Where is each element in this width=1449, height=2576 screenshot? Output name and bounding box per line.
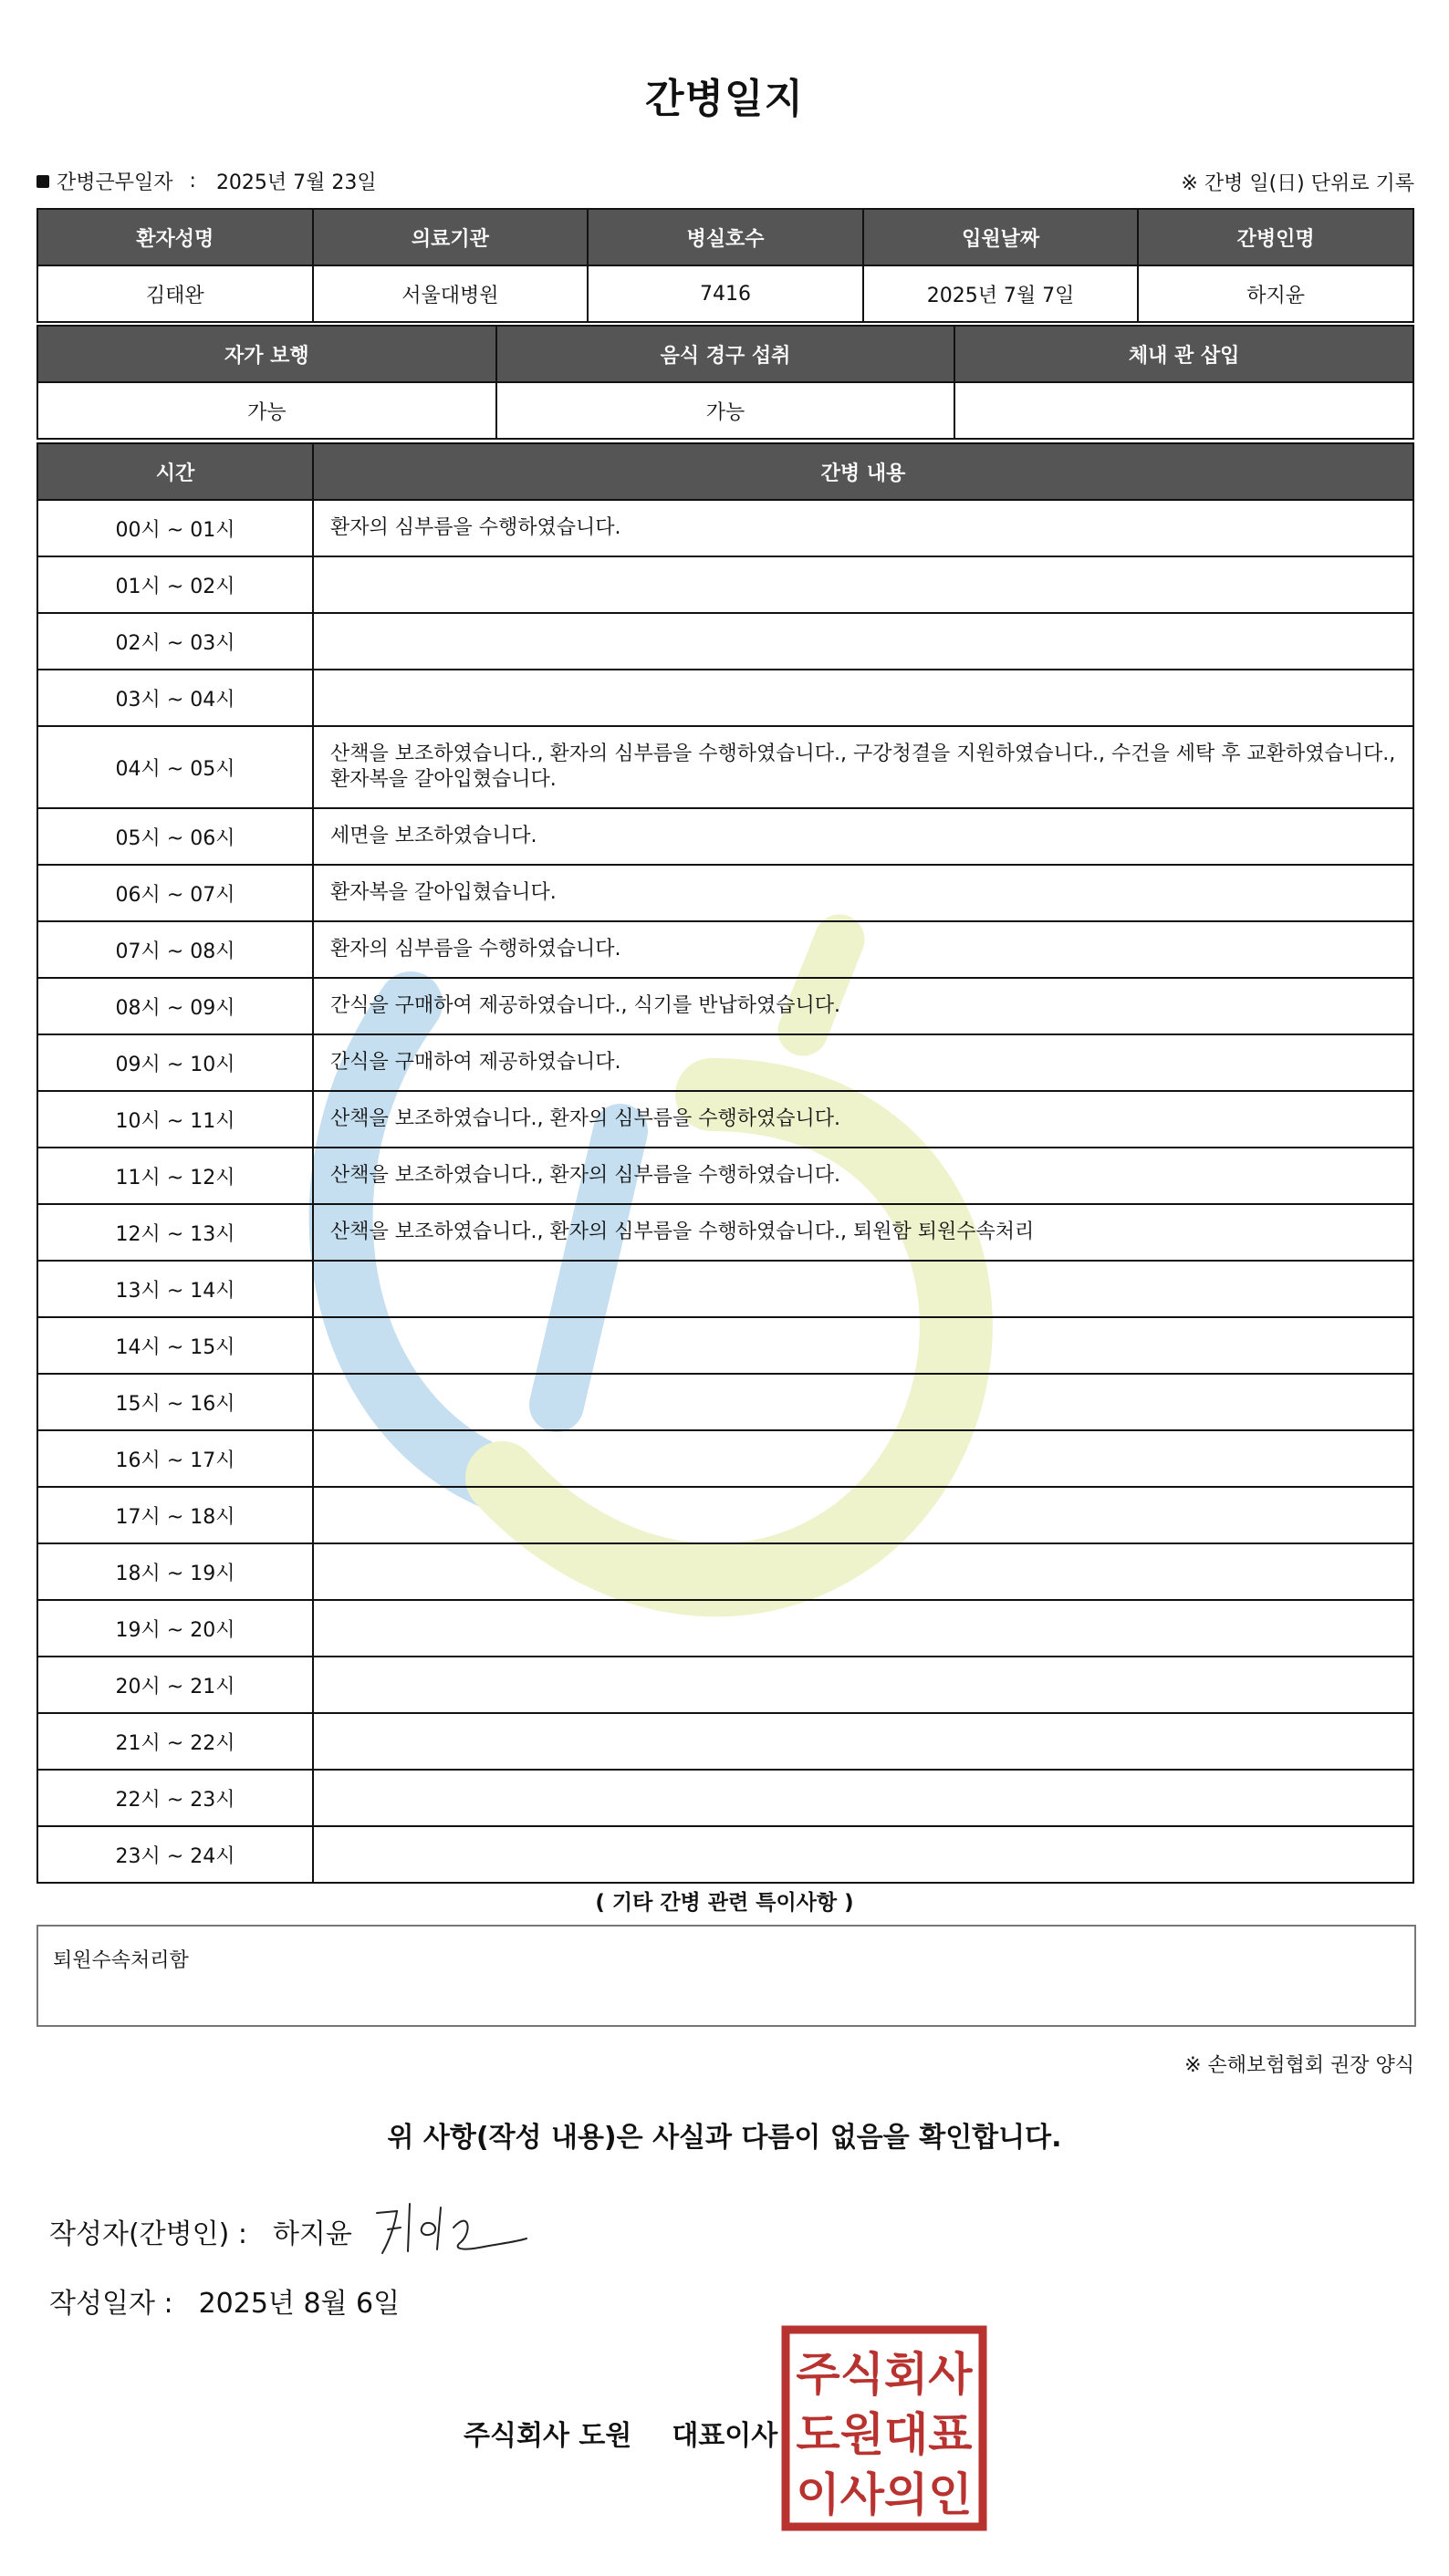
writer-name: 하지윤 [272,2218,352,2250]
admission-date: 2025년 7월 7일 [863,265,1139,322]
header-tube-insertion: 체내 관 삽입 [954,326,1413,382]
care-log-content: 환자의 심부름을 수행하였습니다. [313,921,1413,978]
care-log-row [37,1204,1413,1261]
self-walking-value: 가능 [37,382,496,439]
care-log-time: 09시 ~ 10시 [37,1034,313,1091]
care-log-time: 13시 ~ 14시 [37,1261,313,1317]
header-admission-date: 입원날짜 [863,209,1139,265]
company-line [464,2413,777,2453]
care-log-row [37,1826,1413,1883]
special-notes-box [36,1925,1416,2027]
care-log-row [37,1487,1413,1543]
care-log-row [37,1430,1413,1487]
care-log-time: 00시 ~ 01시 [37,500,313,556]
care-log-header-row [37,443,1413,500]
write-date-line [49,2280,400,2321]
write-date-label: 작성일자 : [49,2288,173,2320]
care-log-content [313,1713,1413,1770]
care-log-content [313,1770,1413,1826]
care-log-content: 간식을 구매하여 제공하였습니다., 식기를 반납하였습니다. [313,978,1413,1034]
header-caregiver-name: 간병인명 [1138,209,1413,265]
care-log-time: 17시 ~ 18시 [37,1487,313,1543]
company-name: 주식회사 도원 [464,2420,632,2452]
care-log-time: 08시 ~ 09시 [37,978,313,1034]
care-log-content: 세면을 보조하였습니다. [313,808,1413,865]
care-log-row [37,1770,1413,1826]
care-log-row [37,500,1413,556]
care-log-time: 03시 ~ 04시 [37,670,313,726]
special-notes-title: ( 기타 간병 관련 특이사항 ) [595,1891,854,1915]
header-hospital: 의료기관 [313,209,589,265]
care-log-content [313,1374,1413,1430]
care-log-row [37,726,1413,808]
care-log-content: 환자의 심부름을 수행하였습니다. [313,500,1413,556]
header-room-number: 병실호수 [588,209,863,265]
care-log-row [37,1600,1413,1657]
care-log-row [37,865,1413,921]
care-log-time: 02시 ~ 03시 [37,613,313,670]
care-log-row [37,921,1413,978]
care-log-row [37,1657,1413,1713]
care-log-row [37,1543,1413,1600]
care-log-content [313,613,1413,670]
tube-insertion-value [954,382,1413,439]
care-log-time: 18시 ~ 19시 [37,1543,313,1600]
header-oral-intake: 음식 경구 섭취 [496,326,955,382]
care-log-content: 산책을 보조하였습니다., 환자의 심부름을 수행하였습니다. [313,1148,1413,1204]
header-care-content: 간병 내용 [313,443,1413,500]
care-log-content: 산책을 보조하였습니다., 환자의 심부름을 수행하였습니다., 구강청결을 지원하였습니다., 수건을 세탁 후 교환하였습니다., 환자복을 갈아입혔습니다. [313,726,1413,808]
header-time: 시간 [37,443,313,500]
patient-status-header-row [37,326,1413,382]
representative-title: 대표이사 [672,2420,778,2452]
care-log-time: 20시 ~ 21시 [37,1657,313,1713]
care-log-content [313,1430,1413,1487]
room-number: 7416 [588,265,863,322]
care-log-content [313,1487,1413,1543]
work-date-line [36,167,377,195]
caregiver-name: 하지윤 [1138,265,1413,322]
patient-status-table [36,325,1414,440]
hospital-name: 서울대병원 [313,265,589,322]
header-self-walking: 자가 보행 [37,326,496,382]
oral-intake-value: 가능 [496,382,955,439]
care-log-content [313,1543,1413,1600]
document-title: 간병일지 [644,76,804,122]
care-log-content [313,670,1413,726]
care-log-row [37,1374,1413,1430]
care-log-row [37,670,1413,726]
care-log-content: 간식을 구매하여 제공하였습니다. [313,1034,1413,1091]
care-log-time: 06시 ~ 07시 [37,865,313,921]
patient-name: 김태완 [37,265,313,322]
work-date-label: 간병근무일자 [57,171,173,194]
patient-info-table [36,208,1414,323]
care-log-time: 22시 ~ 23시 [37,1770,313,1826]
care-log-row [37,1317,1413,1374]
care-log-row [37,1713,1413,1770]
seal-text-row-1: 주식회사 [796,2348,973,2401]
care-log-row [37,1148,1413,1204]
care-log-content [313,1317,1413,1374]
care-log-row [37,1034,1413,1091]
care-log-time: 16시 ~ 17시 [37,1430,313,1487]
care-log-content: 산책을 보조하였습니다., 환자의 심부름을 수행하였습니다. [313,1091,1413,1148]
care-log-row [37,1091,1413,1148]
care-log-content [313,1826,1413,1883]
work-date-separator: : [189,170,196,192]
care-log-time: 01시 ~ 02시 [37,556,313,613]
care-log-row [37,978,1413,1034]
seal-text-row-3: 이사의인 [796,2468,973,2521]
care-log-row [37,808,1413,865]
care-log-content [313,1657,1413,1713]
care-log-time: 04시 ~ 05시 [37,726,313,808]
unit-note: ※ 간병 일(日) 단위로 기록 [1181,172,1414,195]
square-bullet-icon [36,175,49,188]
special-notes-text: 퇴원수속처리함 [53,1949,189,1972]
care-log-time: 23시 ~ 24시 [37,1826,313,1883]
patient-status-value-row [37,382,1413,439]
care-log-row [37,1261,1413,1317]
care-log-content: 산책을 보조하였습니다., 환자의 심부름을 수행하였습니다., 퇴원함 퇴원수속처리 [313,1204,1413,1261]
care-log-content [313,1600,1413,1657]
patient-info-value-row [37,265,1413,322]
care-log-time: 21시 ~ 22시 [37,1713,313,1770]
care-log-time: 19시 ~ 20시 [37,1600,313,1657]
care-log-time: 05시 ~ 06시 [37,808,313,865]
company-seal-stamp [780,2324,988,2532]
care-log-row [37,556,1413,613]
care-log-time: 07시 ~ 08시 [37,921,313,978]
care-log-time: 10시 ~ 11시 [37,1091,313,1148]
care-log-content: 환자복을 갈아입혔습니다. [313,865,1413,921]
writer-label: 작성자(간병인) : [49,2218,247,2250]
care-log-row [37,613,1413,670]
header-patient-name: 환자성명 [37,209,313,265]
care-log-time: 12시 ~ 13시 [37,1204,313,1261]
form-source-note: ※ 손해보험협회 권장 양식 [1184,2054,1414,2077]
care-log-time: 11시 ~ 12시 [37,1148,313,1204]
care-log-content [313,556,1413,613]
work-date-value: 2025년 7월 23일 [215,171,377,194]
care-log-table [36,442,1414,1884]
seal-text-row-2: 도원대표 [796,2408,973,2461]
confirmation-statement: 위 사항(작성 내용)은 사실과 다름이 없음을 확인합니다. [387,2122,1062,2154]
care-log-time: 14시 ~ 15시 [37,1317,313,1374]
write-date-value: 2025년 8월 6일 [198,2288,401,2320]
writer-line [49,2211,352,2251]
handwritten-signature [370,2197,534,2260]
care-log-content [313,1261,1413,1317]
care-log-body [37,500,1413,1883]
patient-info-header-row [37,209,1413,265]
care-log-time: 15시 ~ 16시 [37,1374,313,1430]
